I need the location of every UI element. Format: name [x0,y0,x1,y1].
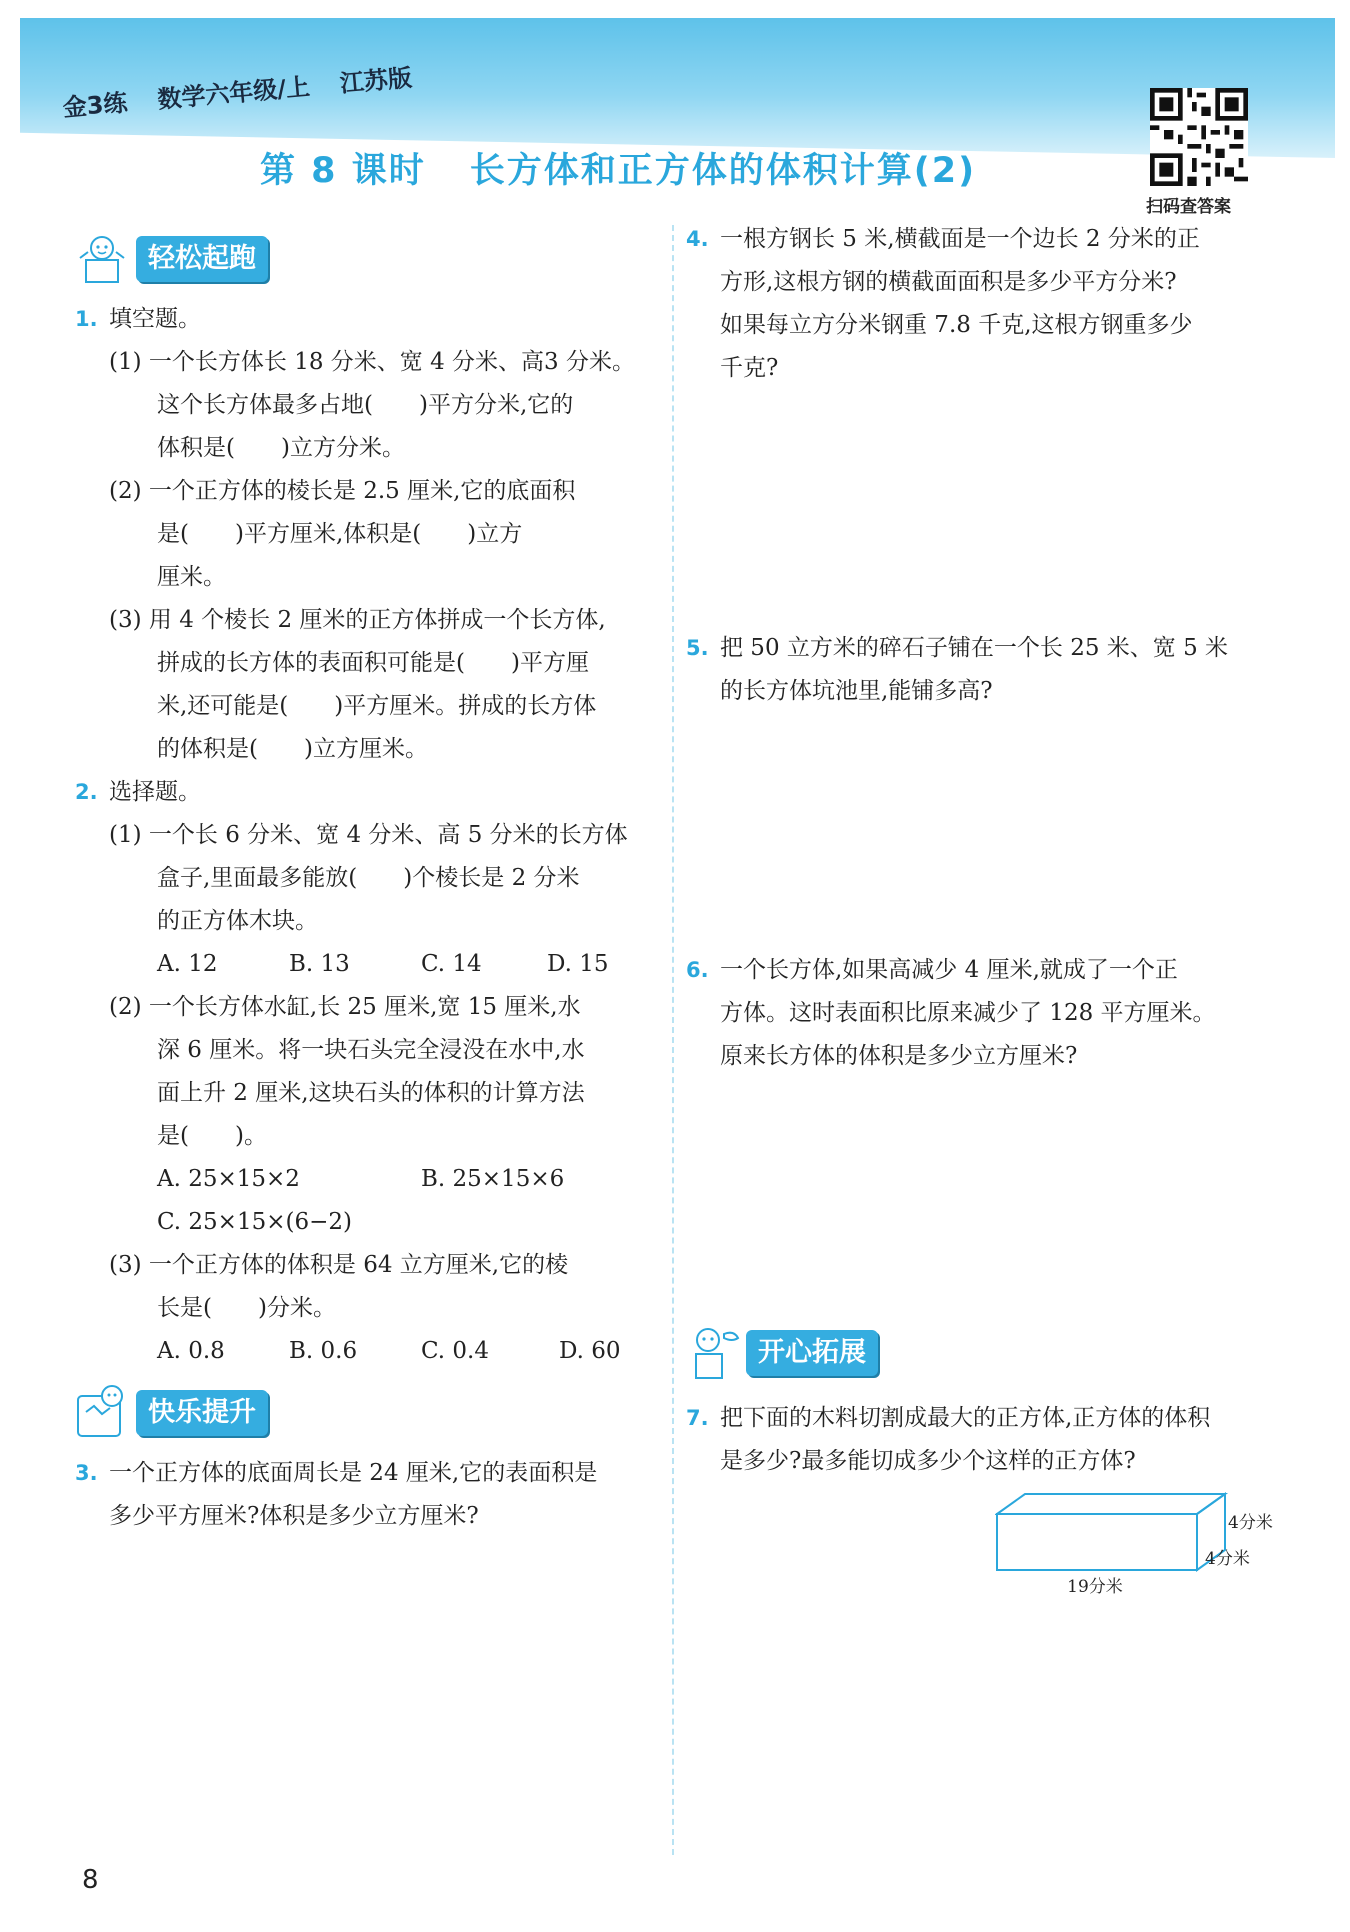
sub-question-line: (3) 用 4 个棱长 2 厘米的正方体拼成一个长方体, [109,607,606,633]
sub-question-line: 深 6 厘米。将一块石头完全浸没在水中,水 [157,1037,585,1063]
question-number: 4. [686,227,709,251]
sub-question-line: (2) 一个长方体水缸,长 25 厘米,宽 15 厘米,水 [109,994,581,1020]
sub-question-line: (1) 一个长 6 分米、宽 4 分米、高 5 分米的长方体 [109,822,628,848]
mascot-icon [682,1322,744,1384]
answer-options [109,1158,665,1201]
question-7 [686,1397,1306,1483]
question-text-line: 千克? [720,355,779,381]
question-2 [75,771,665,1373]
edition-label: 江苏版 [338,63,414,98]
sub-question-line: (2) 一个正方体的棱长是 2.5 厘米,它的底面积 [109,478,576,504]
question-number: 5. [686,636,709,660]
answer-options [109,1201,665,1244]
question-text-line: 多少平方厘米?体积是多少立方厘米? [109,1503,479,1529]
lesson-number: 第 8 课时 [260,151,426,191]
option-b[interactable]: B. 25×15×6 [421,1166,565,1192]
question-number: 2. [75,780,98,804]
option-c[interactable]: C. 25×15×(6−2) [157,1209,352,1235]
height-label: 4分米 [1228,1513,1273,1533]
subject-grade: 数学六年级/上 [156,72,312,114]
question-text-line: 方体。这时表面积比原来减少了 128 平方厘米。 [720,1000,1216,1026]
question-number: 6. [686,958,709,982]
sub-question-line: 的正方体木块。 [157,908,318,934]
question-title: 填空题。 [109,306,201,332]
sub-question-line: 面上升 2 厘米,这块石头的体积的计算方法 [157,1080,585,1106]
question-text-line: 方形,这根方钢的横截面面积是多少平方分米? [720,269,1177,295]
option-c[interactable]: C. 0.4 [421,1338,489,1364]
mascot-icon [72,228,134,290]
question-text-line: 把下面的木料切割成最大的正方体,正方体的体积 [720,1405,1211,1431]
page-number: 8 [82,1865,99,1895]
cuboid-front-face [997,1514,1197,1570]
question-text-line: 一根方钢长 5 米,横截面是一个边长 2 分米的正 [720,226,1200,252]
question-number: 7. [686,1406,709,1430]
sub-question-line: 这个长方体最多占地( )平方分米,它的 [157,392,574,418]
question-text-line: 一个长方体,如果高减少 4 厘米,就成了一个正 [720,957,1178,983]
question-title: 选择题。 [109,779,201,805]
question-1 [75,298,665,771]
option-a[interactable]: A. 12 [157,951,218,977]
section-warmup-label: 轻松起跑 [136,236,268,282]
sub-question-line: 厘米。 [157,564,226,590]
cuboid-figure [995,1492,1285,1602]
option-a[interactable]: A. 25×15×2 [157,1166,300,1192]
section-happy-label: 快乐提升 [136,1390,268,1436]
mascot-icon [72,1382,134,1444]
sub-question-line: 体积是( )立方分米。 [157,435,405,461]
sub-question-line: 是( )平方厘米,体积是( )立方 [157,521,523,547]
question-5 [686,627,1306,713]
brand-name: 金3练 [61,88,129,123]
question-text-line: 一个正方体的底面周长是 24 厘米,它的表面积是 [109,1460,598,1486]
question-text-line: 的长方体坑池里,能铺多高? [720,678,993,704]
width-label: 4分米 [1205,1549,1250,1569]
option-d[interactable]: D. 60 [559,1338,621,1364]
option-b[interactable]: B. 0.6 [289,1338,358,1364]
sub-question-line: 的体积是( )立方厘米。 [157,736,428,762]
question-number: 1. [75,307,98,331]
qr-code-icon[interactable] [1150,88,1248,186]
lesson-title: 长方体和正方体的体积计算(2) [469,151,977,191]
length-label: 19分米 [1067,1577,1123,1597]
qr-caption: 扫码查答案 [1146,197,1231,217]
page-title [260,143,976,193]
sub-question-line: (1) 一个长方体长 18 分米、宽 4 分米、高3 分米。 [109,349,635,375]
question-3 [75,1452,675,1538]
question-4 [686,218,1306,390]
answer-options [109,1330,665,1373]
column-divider [672,225,674,1855]
question-6 [686,949,1306,1078]
sub-question-line: 长是( )分米。 [157,1295,336,1321]
option-b[interactable]: B. 13 [289,951,350,977]
option-c[interactable]: C. 14 [421,951,482,977]
sub-question-line: 拼成的长方体的表面积可能是( )平方厘 [157,650,589,676]
question-text-line: 原来长方体的体积是多少立方厘米? [720,1043,1078,1069]
answer-options [109,943,665,986]
section-extend-label: 开心拓展 [746,1330,878,1376]
question-text-line: 如果每立方分米钢重 7.8 千克,这根方钢重多少 [720,312,1193,338]
sub-question-line: (3) 一个正方体的体积是 64 立方厘米,它的棱 [109,1252,569,1278]
cuboid-top-face [997,1494,1225,1514]
sub-question-line: 米,还可能是( )平方厘米。拼成的长方体 [157,693,597,719]
question-number: 3. [75,1461,98,1485]
option-a[interactable]: A. 0.8 [157,1338,225,1364]
option-d[interactable]: D. 15 [547,951,609,977]
sub-question-line: 盒子,里面最多能放( )个棱长是 2 分米 [157,865,580,891]
sub-question-line: 是( )。 [157,1123,267,1149]
question-text-line: 是多少?最多能切成多少个这样的正方体? [720,1448,1136,1474]
question-text-line: 把 50 立方米的碎石子铺在一个长 25 米、宽 5 米 [720,635,1229,661]
